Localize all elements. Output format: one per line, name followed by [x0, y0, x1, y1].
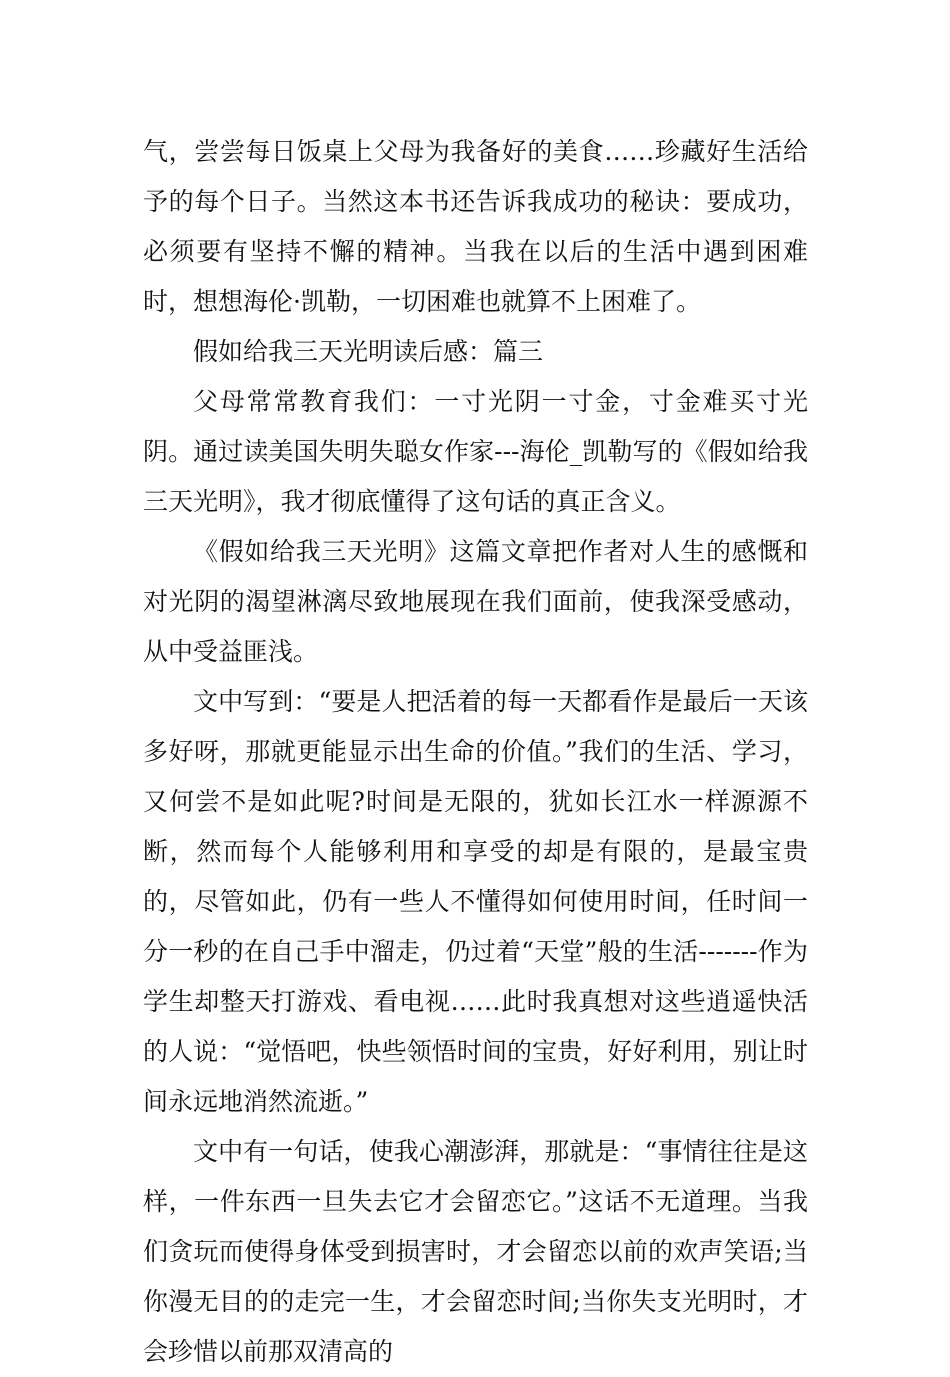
paragraph: 文中写到：“要是人把活着的每一天都看作是最后一天该多好呀，那就更能显示出生命的价值。”我们的生活、学习，又何尝不是如此呢?时间是无限的，犹如长江水一样源源不断，然而每个人能够利用和享受的却是有限的，是最宝贵的，尽管如此，仍有一些人不懂得如何使用时间，任时间一分一秒的在自己手中溜走，仍过着“天堂”般的生活-------作为学生却整天打游戏、看电视……此时我真想对这些逍遥快活的人说：“觉悟吧，快些领悟时间的宝贵，好好利用，别让时间永远地消然流逝。”	[143, 687, 808, 1116]
paragraph: 《假如给我三天光明》这篇文章把作者对人生的感慨和对光阴的渴望淋漓尽致地展现在我们面前，使我深受感动，从中受益匪浅。	[143, 537, 808, 666]
document-body	[143, 127, 808, 1377]
section-heading: 假如给我三天光明读后感：篇三	[193, 337, 544, 366]
paragraph: 文中有一句话，使我心潮澎湃，那就是：“事情往往是这样，一件东西一旦失去它才会留恋它。”这话不无道理。当我们贪玩而使得身体受到损害时，才会留恋以前的欢声笑语;当你漫无目的的走完一生，才会留恋时间;当你失支光明时，才会珍惜以前那双清高的	[143, 1137, 808, 1366]
paragraph: 父母常常教育我们：一寸光阴一寸金，寸金难买寸光阴。通过读美国失明失聪女作家---海伦_凯勒写的《假如给我三天光明》，我才彻底懂得了这句话的真正含义。	[143, 387, 808, 516]
paragraph-continuation: 气，尝尝每日饭桌上父母为我备好的美食……珍藏好生活给予的每个日子。当然这本书还告诉我成功的秘诀：要成功，必须要有坚持不懈的精神。当我在以后的生活中遇到困难时，想想海伦·凯勒，一切困难也就算不上困难了。	[143, 137, 808, 316]
